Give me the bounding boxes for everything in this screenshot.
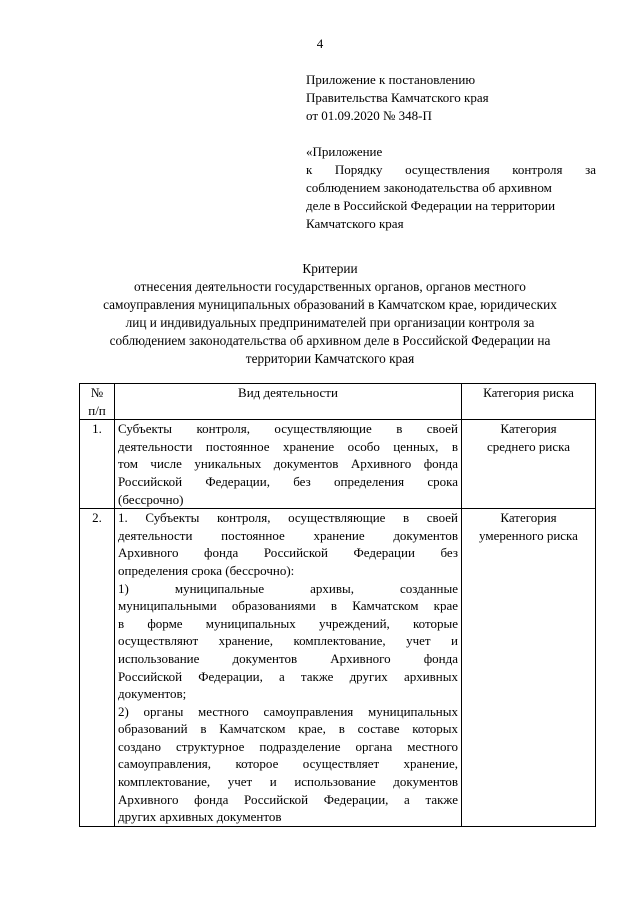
header-num-line: п/п	[88, 402, 106, 418]
row-activity	[115, 420, 462, 509]
row-activity	[115, 509, 462, 827]
activity-line: 1) муниципальные архивы, созданные	[118, 580, 458, 596]
activity-line: использование документов Архивного фонда	[118, 650, 458, 666]
appendix-line: Камчатского края	[306, 216, 404, 231]
appendix-line: Приложение к постановлению	[306, 72, 476, 87]
criteria-line: самоуправления муниципальных образований в Камчатском крае, юридических	[103, 297, 557, 312]
header-category: Категория риска	[462, 384, 596, 420]
appendix-line: деле в Российской Федерации на территории	[306, 198, 556, 213]
activity-line: деятельности постоянное хранение особо ценных, в	[118, 438, 458, 454]
activity-line: документов;	[118, 686, 187, 702]
appendix-line: соблюдением законодательства об архивном	[306, 180, 552, 195]
activity-line: самоуправления, которое осуществляет хранение,	[118, 756, 458, 772]
activity-line: определения срока (бессрочно):	[118, 562, 295, 578]
activity-line: Российской Федерации, а также других архивных	[118, 668, 458, 684]
activity-line: муниципальными образованиями в Камчатском крае	[118, 598, 458, 614]
activity-line: осуществляют хранение, комплектование, учет и	[118, 633, 458, 649]
row-number: 2.	[80, 509, 115, 827]
activity-line: том числе уникальных документов Архивного фонда	[118, 456, 458, 472]
header-activity: Вид деятельности	[115, 384, 462, 420]
criteria-line: территории Камчатского края	[245, 351, 415, 366]
criteria-table	[79, 383, 596, 827]
appendix-subheader	[306, 143, 596, 233]
category-line: Категория	[500, 510, 557, 526]
activity-line: 1. Субъекты контроля, осуществляющие в своей	[118, 510, 458, 526]
appendix-line: от 01.09.2020 № 348-П	[306, 108, 432, 123]
category-line: умеренного риска	[479, 527, 578, 543]
row-category	[462, 420, 596, 509]
row-number: 1.	[80, 420, 115, 509]
table-body	[80, 420, 596, 827]
criteria-heading	[60, 260, 600, 368]
activity-line: (бессрочно)	[118, 491, 184, 507]
activity-line: деятельности постоянное хранение документов	[118, 527, 458, 543]
page-number: 4	[316, 36, 324, 51]
activity-line: в форме муниципальных учреждений, которые	[118, 615, 458, 631]
appendix-line: Правительства Камчатского края	[306, 90, 489, 105]
activity-line: комплектование, учет и использование документов	[118, 774, 458, 790]
category-line: среднего риска	[486, 438, 571, 454]
criteria-title: Критерии	[302, 261, 358, 276]
activity-line: Субъекты контроля, осуществляющие в своей	[118, 421, 458, 437]
header-num	[80, 384, 115, 420]
criteria-line: соблюдением законодательства об архивном деле в Российской Федерации на	[109, 333, 551, 348]
activity-line: других архивных документов	[118, 809, 282, 825]
appendix-header	[306, 71, 596, 125]
appendix-line: к Порядку осуществления контроля за	[306, 162, 596, 177]
activity-line: образований в Камчатском крае, в составе которых	[118, 721, 458, 737]
criteria-line: лиц и индивидуальных предпринимателей при организации контроля за	[125, 315, 535, 330]
activity-line: Архивного фонда Российской Федерации без	[118, 545, 458, 561]
activity-line: 2) органы местного самоуправления муниципальных	[118, 703, 458, 719]
header-num-line: №	[90, 385, 104, 400]
criteria-line: отнесения деятельности государственных органов, органов местного	[134, 279, 526, 294]
activity-line: создано структурное подразделение органа местного	[118, 738, 458, 754]
category-line: Категория	[500, 421, 557, 437]
activity-line: Российской Федерации, без определения срока	[118, 473, 458, 489]
table-header-row	[80, 384, 596, 420]
table-row	[80, 509, 596, 827]
row-category	[462, 509, 596, 827]
table-row	[80, 420, 596, 509]
activity-line: Архивного фонда Российской Федерации, а также	[118, 791, 458, 807]
appendix-line: «Приложение	[306, 144, 383, 159]
